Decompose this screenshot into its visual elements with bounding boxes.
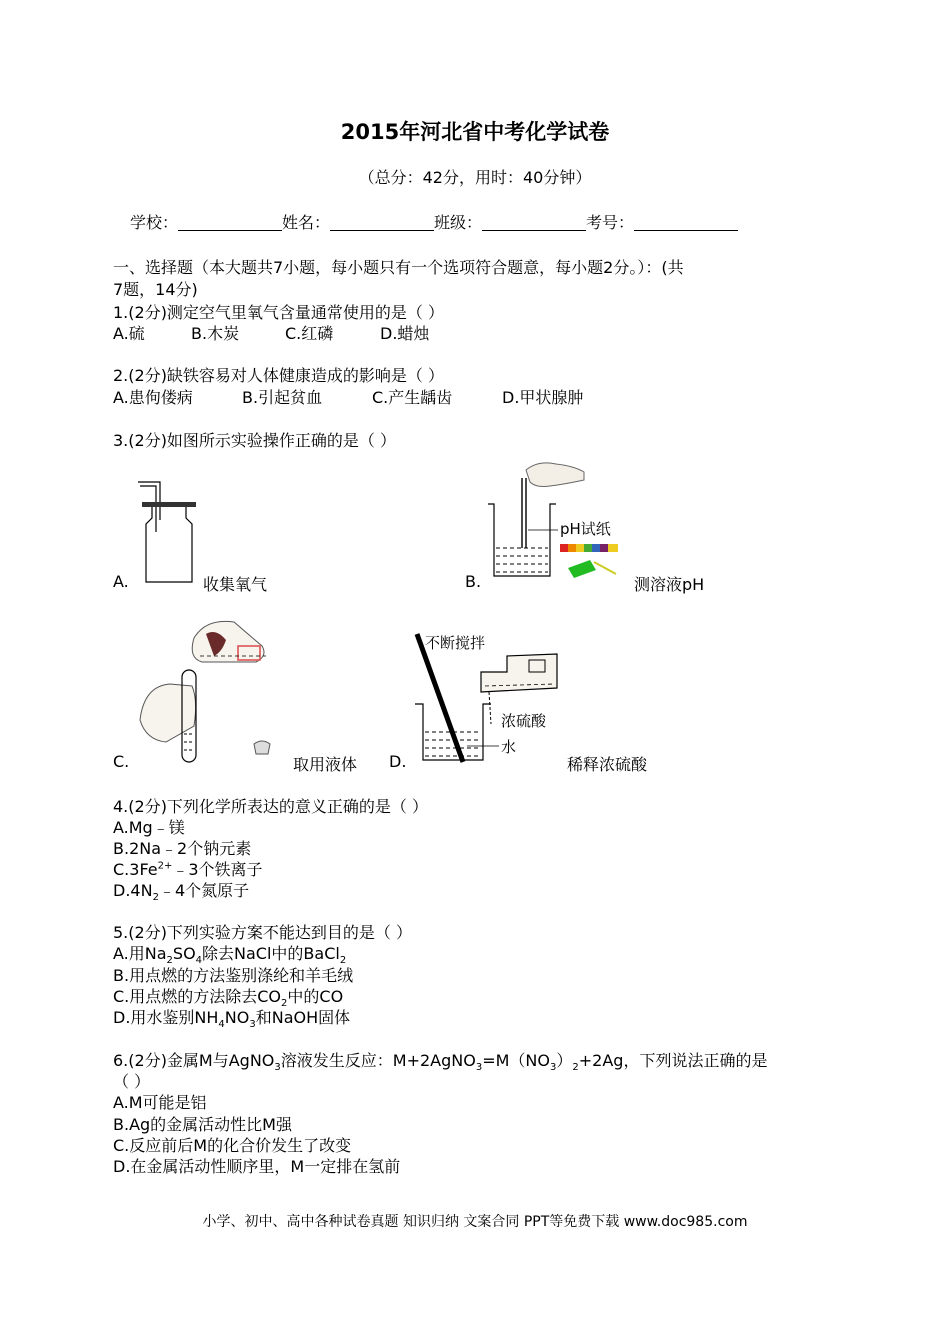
q5-a-sub3: 2: [339, 955, 347, 967]
q4-c-meaning: ﹣3个铁离子: [172, 860, 263, 879]
q6-stem: [113, 1048, 767, 1073]
q3-option-d-caption: 稀释浓硫酸: [567, 755, 648, 774]
q5-a-text1: A.用Na: [113, 944, 167, 963]
q6-stem-text1: 6.(2分)金属M与AgNO: [113, 1051, 275, 1070]
q2-option-c[interactable]: C.产生龋齿: [372, 388, 453, 407]
q5-d-sub2: 3: [249, 1019, 256, 1031]
q4-a-formula: A.Mg: [113, 818, 153, 837]
figure-ph-test: [486, 456, 631, 586]
q6-stem-text4: ）: [556, 1051, 573, 1070]
q5-a-text3: 除去NaCl中的BaCl: [202, 944, 340, 963]
q6-stem-sub4: 2: [572, 1062, 579, 1074]
q4-option-d[interactable]: [113, 878, 249, 903]
q4-d-subscript: 2: [152, 892, 159, 904]
q1-option-d[interactable]: D.蜡烛: [380, 324, 430, 343]
q6-stem-sub3: 3: [550, 1062, 557, 1074]
q6-stem-sub1: 3: [274, 1062, 281, 1074]
q6-option-d[interactable]: D.在金属活动性顺序里，M一定排在氢前: [113, 1157, 401, 1176]
q4-b-meaning: ﹣2个钠元素: [161, 839, 252, 858]
q5-d-text3: 和NaOH固体: [255, 1008, 351, 1027]
class-label: 班级：: [434, 213, 483, 232]
q4-stem: 4.(2分)下列化学所表达的意义正确的是（ ）: [113, 797, 429, 816]
q5-d-text1: D.用水鉴别NH: [113, 1008, 219, 1027]
q3-option-b-letter[interactable]: B.: [465, 572, 482, 591]
q6-option-a[interactable]: A.M可能是铝: [113, 1093, 207, 1112]
q3-option-d-letter[interactable]: D.: [389, 752, 407, 771]
q2-stem: 2.(2分)缺铁容易对人体健康造成的影响是（ ）: [113, 366, 445, 385]
q6-option-b[interactable]: B.Ag的金属活动性比M强: [113, 1115, 292, 1134]
q6-stem-text2: 溶液发生反应：M+2AgNO: [280, 1051, 476, 1070]
q5-d-text2: NO: [224, 1008, 250, 1027]
school-blank[interactable]: [178, 214, 282, 231]
q5-c-text2: 中的CO: [287, 987, 344, 1006]
q5-option-d[interactable]: [113, 1005, 350, 1030]
q6-option-c[interactable]: C.反应前后M的化合价发生了改变: [113, 1136, 352, 1155]
q4-c-formula: C.3Fe: [113, 860, 158, 879]
q4-a-meaning: ﹣镁: [152, 818, 185, 837]
q3-stem: 3.(2分)如图所示实验操作正确的是（ ）: [113, 431, 397, 450]
q4-d-formula: D.4N: [113, 881, 153, 900]
exam-subtitle: （总分：42分，用时：40分钟）: [358, 168, 592, 187]
name-blank[interactable]: [330, 214, 434, 231]
name-label: 姓名：: [282, 213, 331, 232]
q6-stem-line2: （ ）: [113, 1072, 151, 1091]
q4-d-meaning: ﹣4个氮原子: [158, 881, 250, 900]
figure-gas-bottle: [136, 480, 200, 586]
q5-stem: 5.(2分)下列实验方案不能达到目的是（ ）: [113, 923, 413, 942]
q4-b-formula: B.2Na: [113, 839, 162, 858]
stir-label: 不断搅拌: [425, 634, 486, 652]
q3-option-b-caption: 测溶液pH: [634, 575, 705, 594]
q1-option-a[interactable]: A.硫: [113, 324, 145, 343]
class-blank[interactable]: [482, 214, 586, 231]
q5-option-b[interactable]: B.用点燃的方法鉴别涤纶和羊毛绒: [113, 966, 354, 985]
student-info-row: [130, 210, 738, 233]
q3-option-c-letter[interactable]: C.: [113, 752, 130, 771]
q6-stem-text5: +2Ag，下列说法正确的是: [578, 1051, 768, 1070]
q1-option-b[interactable]: B.木炭: [191, 324, 240, 343]
q4-option-a[interactable]: [113, 815, 185, 838]
q2-option-d[interactable]: D.甲状腺肿: [502, 388, 584, 407]
ph-paper-label: pH试纸: [560, 520, 611, 538]
q5-a-sub1: 2: [166, 955, 173, 967]
acid-label: 浓硫酸: [501, 712, 547, 730]
page-footer: 小学、初中、高中各种试卷真题 知识归纳 文案合同 PPT等免费下载 www.doc985.com: [202, 1214, 748, 1230]
school-label: 学校：: [130, 213, 179, 232]
q5-a-text2: SO: [172, 944, 196, 963]
q2-option-a[interactable]: A.患佝偻病: [113, 388, 193, 407]
section1-header-line2: 7题，14分): [113, 280, 198, 299]
section1-header-line1: 一、选择题（本大题共7小题，每小题只有一个选项符合题意，每小题2分。）：(共: [113, 258, 684, 277]
q1-option-c[interactable]: C.红磷: [285, 324, 334, 343]
q5-d-sub1: 4: [218, 1019, 225, 1031]
q5-c-text1: C.用点燃的方法除去CO: [113, 987, 282, 1006]
q5-c-sub1: 2: [281, 998, 288, 1010]
q4-option-c[interactable]: [113, 857, 263, 880]
q4-option-b[interactable]: [113, 836, 251, 859]
figure-dilute-acid: [413, 628, 563, 768]
q1-stem: 1.(2分)测定空气里氧气含量通常使用的是（ ）: [113, 303, 445, 322]
q3-option-a-caption: 收集氧气: [203, 575, 268, 594]
page-title: 2015年河北省中考化学试卷: [340, 120, 610, 144]
q3-option-c-caption: 取用液体: [293, 755, 358, 774]
q6-stem-text3: =M（NO: [482, 1051, 550, 1070]
q6-stem-sub2: 3: [475, 1062, 483, 1074]
exam-no-blank[interactable]: [634, 214, 738, 231]
q3-option-a-letter[interactable]: A.: [113, 572, 129, 591]
figure-pour-liquid: [136, 600, 286, 768]
exam-no-label: 考号：: [586, 213, 635, 232]
q5-a-sub2: 4: [195, 955, 203, 967]
q2-option-b[interactable]: B.引起贫血: [242, 388, 323, 407]
water-label: 水: [501, 738, 517, 756]
q4-c-charge: 2+: [157, 860, 173, 872]
